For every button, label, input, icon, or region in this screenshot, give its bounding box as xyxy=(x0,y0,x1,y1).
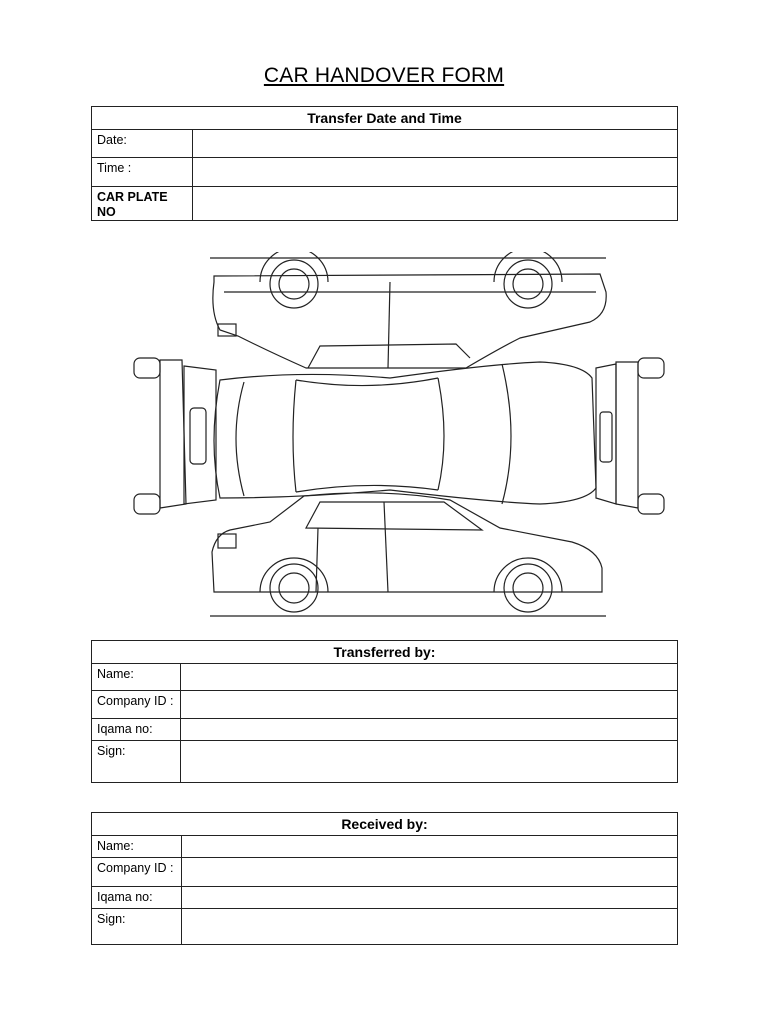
received-name-label: Name: xyxy=(92,836,182,858)
received-iqama-field[interactable] xyxy=(182,887,678,909)
transferred-name-label: Name: xyxy=(92,664,181,691)
car-rear-view-icon xyxy=(134,358,216,514)
transferred-by-table xyxy=(91,640,678,783)
car-plate-label: CAR PLATE NO xyxy=(92,187,193,221)
transfer-date-heading: Transfer Date and Time xyxy=(92,107,678,130)
transferred-company-id-field[interactable] xyxy=(181,691,678,719)
received-company-id-field[interactable] xyxy=(182,858,678,887)
transferred-by-heading: Transferred by: xyxy=(92,641,678,664)
car-side-bottom-view-icon xyxy=(210,493,606,616)
date-field[interactable] xyxy=(193,130,678,158)
transferred-iqama-label: Iqama no: xyxy=(92,719,181,741)
transferred-sign-label: Sign: xyxy=(92,741,181,783)
car-plate-field[interactable] xyxy=(193,187,678,221)
received-iqama-label: Iqama no: xyxy=(92,887,182,909)
time-field[interactable] xyxy=(193,158,678,187)
received-by-heading: Received by: xyxy=(92,813,678,836)
received-sign-label: Sign: xyxy=(92,909,182,945)
received-company-id-label: Company ID : xyxy=(92,858,182,887)
car-damage-diagram-icon[interactable] xyxy=(120,252,680,622)
transfer-date-table xyxy=(91,106,678,221)
transferred-iqama-field[interactable] xyxy=(181,719,678,741)
date-label: Date: xyxy=(92,130,193,158)
car-top-view-icon xyxy=(214,362,596,504)
car-side-top-view-icon xyxy=(210,252,606,368)
transferred-name-field[interactable] xyxy=(181,664,678,691)
received-by-table xyxy=(91,812,678,945)
car-front-view-icon xyxy=(596,358,664,514)
form-title: CAR HANDOVER FORM xyxy=(263,64,505,87)
received-sign-field[interactable] xyxy=(182,909,678,945)
transferred-company-id-label: Company ID : xyxy=(92,691,181,719)
time-label: Time : xyxy=(92,158,193,187)
received-name-field[interactable] xyxy=(182,836,678,858)
transferred-sign-field[interactable] xyxy=(181,741,678,783)
